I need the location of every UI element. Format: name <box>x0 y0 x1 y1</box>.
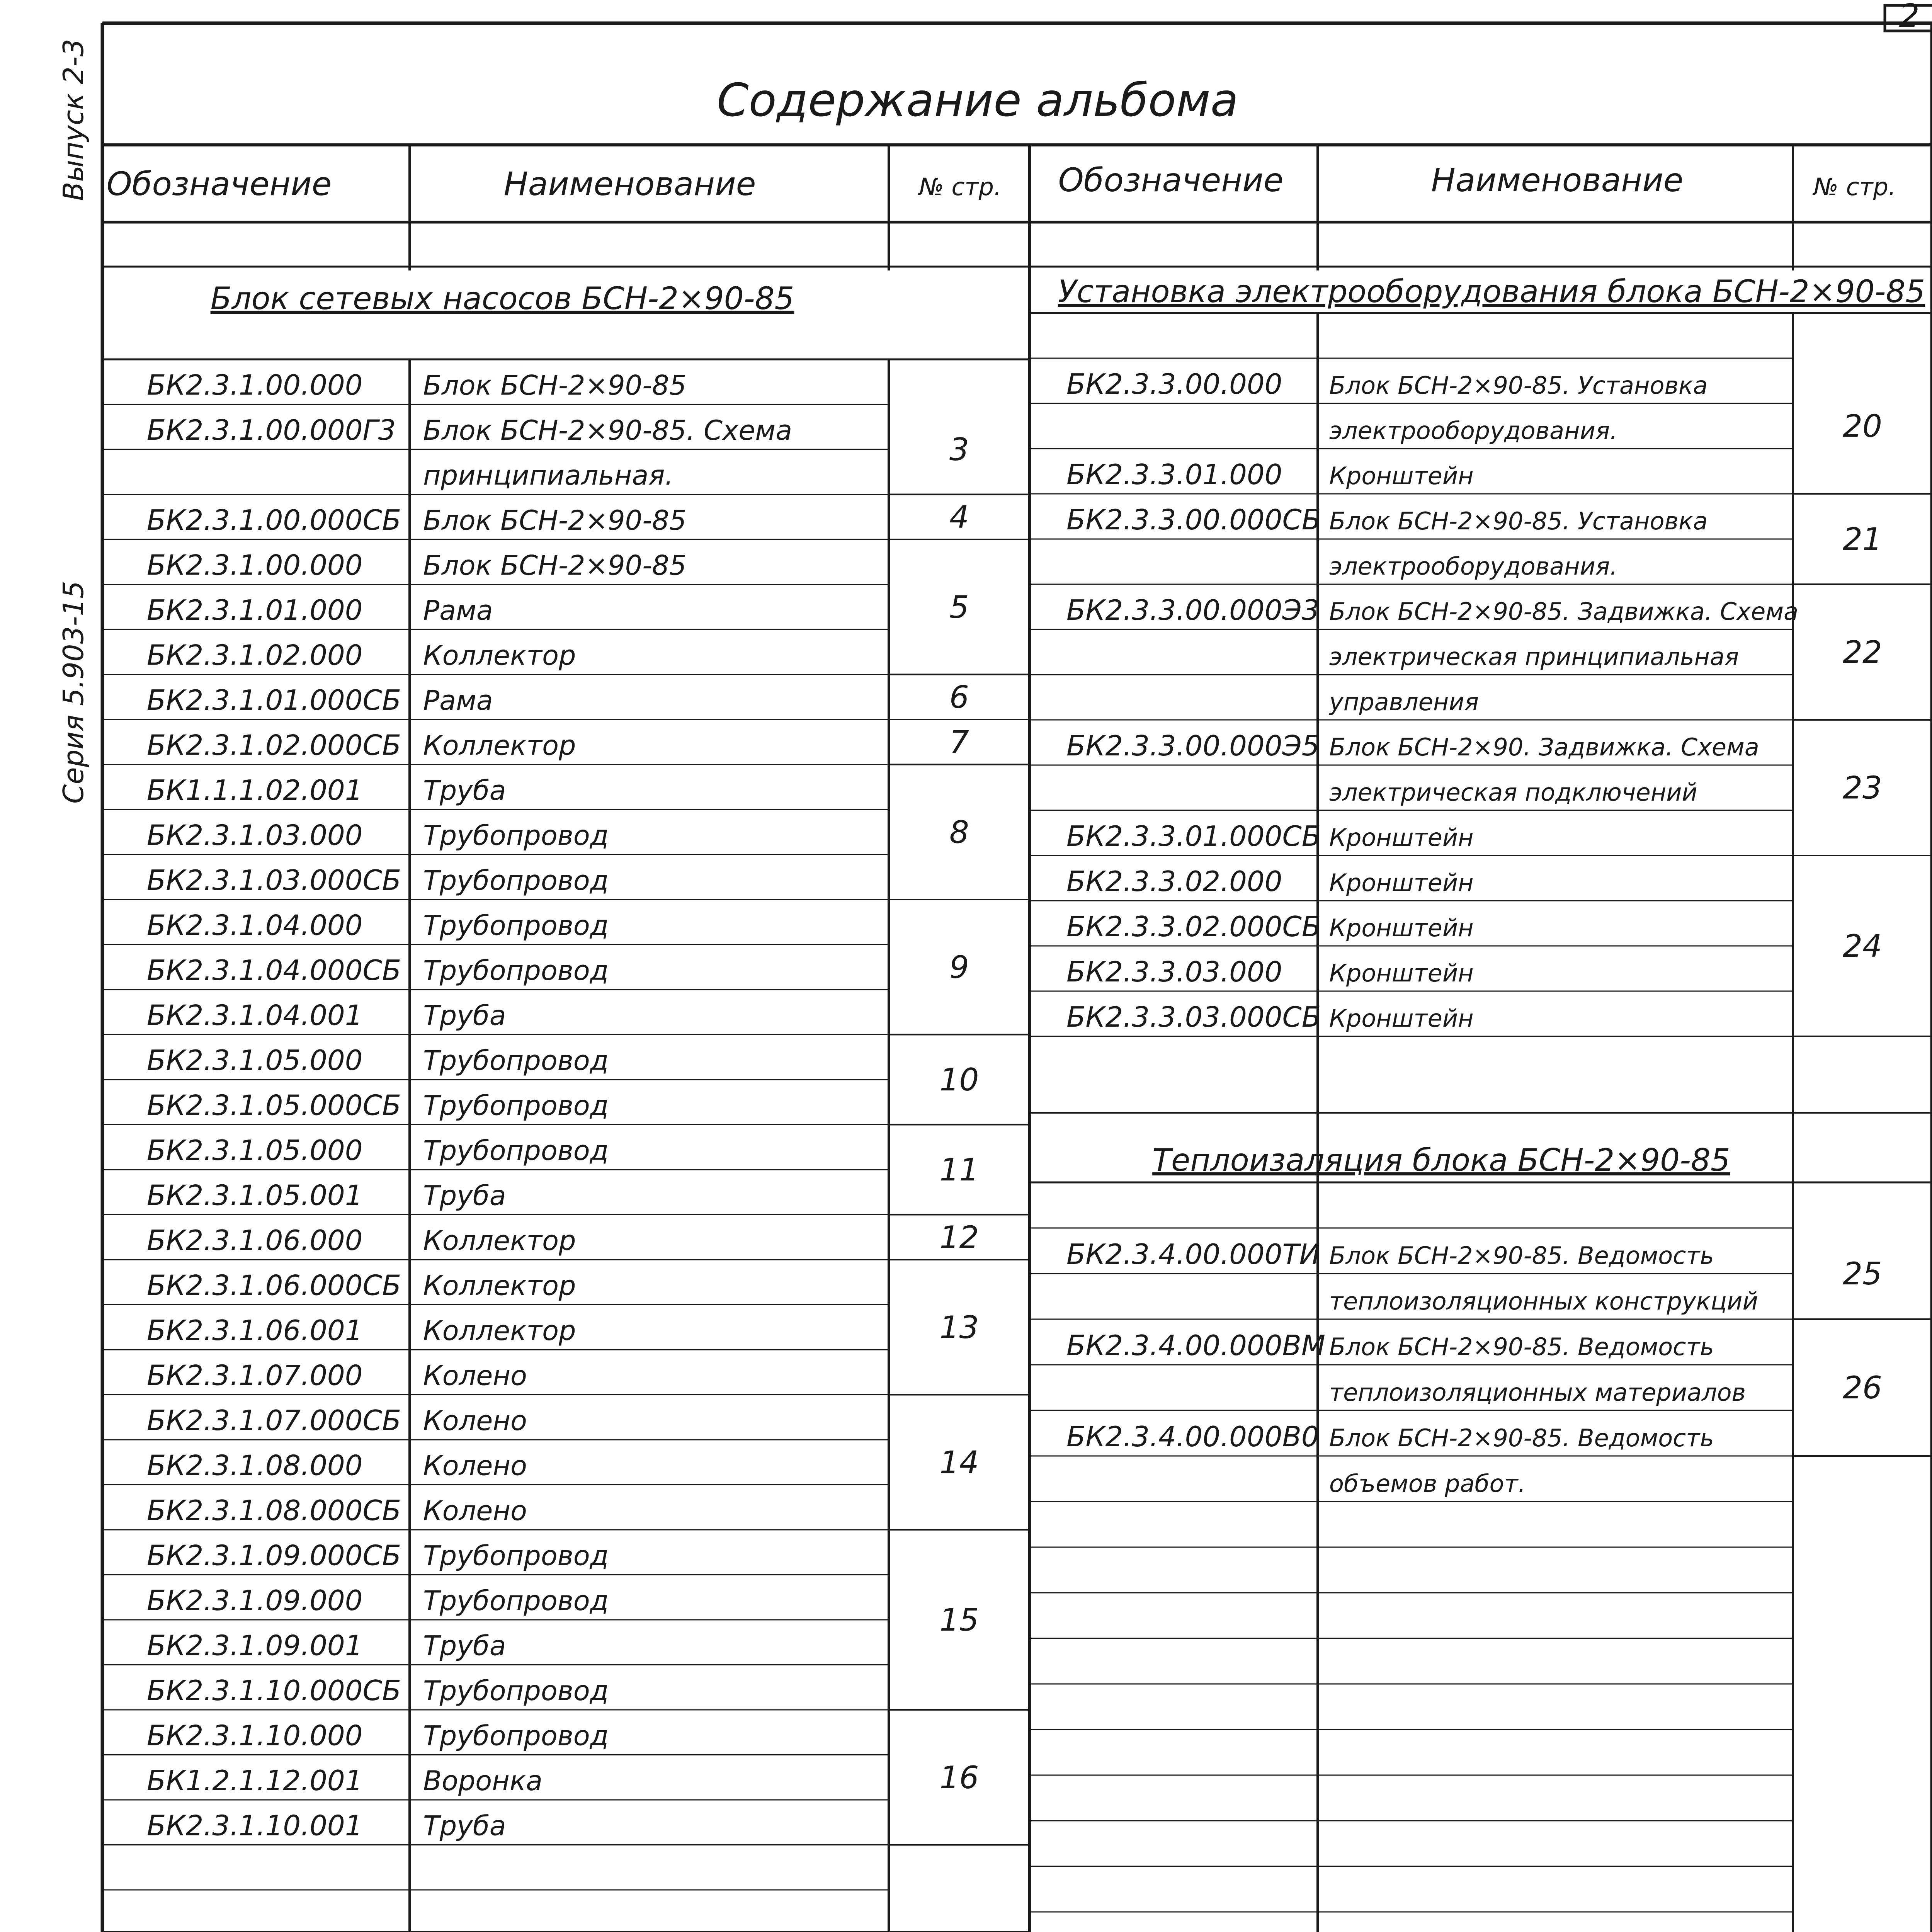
row-designation: БК2.3.1.08.000 <box>147 1449 363 1482</box>
row-name: Трубопровод <box>423 1585 609 1617</box>
row-designation: БК2.3.1.05.000СБ <box>147 1089 401 1122</box>
row-name: Коллектор <box>423 730 576 762</box>
row-designation: БК2.3.3.00.000Э3 <box>1066 594 1320 626</box>
page-number: 9 <box>949 949 969 985</box>
row-designation: БК1.1.1.02.001 <box>147 774 363 806</box>
row-designation: БК2.3.1.00.000 <box>147 369 363 401</box>
row-name: электрооборудования. <box>1329 417 1617 445</box>
row-designation: БК2.3.4.00.000В0 <box>1066 1420 1319 1453</box>
row-name: принципиальная. <box>423 459 673 492</box>
row-designation: БК1.2.1.12.001 <box>147 1764 363 1797</box>
row-designation: БК2.3.3.00.000СБ <box>1066 503 1321 536</box>
row-name: Трубопровод <box>423 1540 609 1572</box>
header-name-left: Наименование <box>503 165 756 203</box>
row-designation: БК2.3.1.00.000СБ <box>147 504 401 536</box>
row-designation: БК2.3.1.10.000 <box>147 1719 363 1752</box>
row-designation: БК2.3.1.06.000 <box>147 1224 363 1257</box>
page-number: 24 <box>1843 928 1882 964</box>
row-name: Блок БСН-2×90-85. Ведомость <box>1329 1242 1714 1270</box>
row-designation: БК2.3.3.00.000 <box>1066 368 1282 400</box>
row-name: Трубопровод <box>423 820 609 852</box>
row-designation: БК2.3.1.09.000СБ <box>147 1539 401 1572</box>
row-name: Блок БСН-2×90-85. Установка <box>1329 371 1708 400</box>
album-contents-title: Содержание альбома <box>717 73 1238 127</box>
row-name: Блок БСН-2×90-85. Установка <box>1329 507 1708 535</box>
header-page-right: № стр. <box>1813 173 1896 201</box>
row-name: Кронштейн <box>1329 959 1474 987</box>
page-number: 26 <box>1843 1370 1882 1406</box>
row-designation: БК2.3.1.04.000 <box>147 909 363 942</box>
row-designation: БК2.3.1.01.000 <box>147 594 363 626</box>
row-designation: БК2.3.3.02.000 <box>1066 865 1282 898</box>
row-name: Труба <box>423 1810 506 1842</box>
row-name: Колено <box>423 1450 527 1482</box>
row-name: теплоизоляционных материалов <box>1329 1378 1746 1406</box>
row-designation: БК2.3.1.04.001 <box>147 999 363 1032</box>
page-number: 21 <box>1843 521 1882 557</box>
row-designation: БК2.3.1.00.000Г3 <box>147 414 396 446</box>
row-name: Кронштейн <box>1329 1004 1474 1032</box>
row-name: Коллектор <box>423 639 576 672</box>
row-name: Блок БСН-2×90-85 <box>423 369 687 401</box>
row-name: Блок БСН-2×90-85 <box>423 505 687 536</box>
row-designation: БК2.3.1.10.000СБ <box>147 1674 401 1707</box>
row-name: Блок БСН-2×90. Задвижка. Схема <box>1329 733 1759 761</box>
row-designation: БК2.3.1.05.000 <box>147 1044 363 1077</box>
page-number: 4 <box>949 499 969 535</box>
row-designation: БК2.3.1.02.000 <box>147 639 363 672</box>
header-name-right: Наименование <box>1431 161 1684 199</box>
row-designation: БК2.3.1.03.000СБ <box>147 864 401 896</box>
page-number: 13 <box>939 1309 979 1345</box>
section-right-1: Установка электрооборудования блока БСН-2×90-85 <box>1058 274 1925 310</box>
page-number: 14 <box>939 1444 979 1481</box>
series-label: Серия 5.903-15 <box>57 581 90 804</box>
row-name: электрооборудования. <box>1329 552 1617 580</box>
row-name: теплоизоляционных конструкций <box>1329 1287 1758 1315</box>
row-designation: БК2.3.1.08.000СБ <box>147 1494 401 1527</box>
row-name: Кронштейн <box>1329 823 1474 852</box>
row-name: Кронштейн <box>1329 914 1474 942</box>
row-name: Коллектор <box>423 1270 576 1302</box>
page-number: 10 <box>939 1062 979 1098</box>
row-designation: БК2.3.1.06.000СБ <box>147 1269 401 1302</box>
page-number: 7 <box>949 724 969 760</box>
page-number: 20 <box>1843 408 1882 444</box>
row-name: Коллектор <box>423 1315 576 1347</box>
row-name: Рама <box>423 595 493 626</box>
row-name: Блок БСН-2×90-85 <box>423 549 687 582</box>
page-number: 16 <box>939 1759 979 1796</box>
row-name: Трубопровод <box>423 1720 609 1752</box>
row-designation: БК2.3.1.05.001 <box>147 1179 363 1212</box>
header-page-left: № стр. <box>919 173 1002 201</box>
row-name: Блок БСН-2×90-85. Задвижка. Схема <box>1329 597 1799 626</box>
row-name: Колено <box>423 1360 527 1392</box>
row-name: Блок БСН-2×90-85. Схема <box>423 415 793 446</box>
page-number: 3 <box>949 432 969 468</box>
header-designation-right: Обозначение <box>1058 161 1284 199</box>
row-designation: БК2.3.1.04.000СБ <box>147 954 401 986</box>
row-designation: БК2.3.3.01.000СБ <box>1066 820 1321 852</box>
page-number: 22 <box>1843 634 1882 670</box>
row-designation: БК2.3.1.07.000СБ <box>147 1404 401 1437</box>
row-name: Трубопровод <box>423 910 609 942</box>
section-left-1: Блок сетевых насосов БСН-2×90-85 <box>210 281 794 316</box>
row-name: Труба <box>423 775 506 806</box>
row-designation: БК2.3.1.01.000СБ <box>147 684 401 716</box>
row-designation: БК2.3.4.00.000ТИ <box>1066 1238 1320 1270</box>
row-designation: БК2.3.1.09.000 <box>147 1584 363 1617</box>
row-name: Блок БСН-2×90-85. Ведомость <box>1329 1333 1714 1361</box>
row-name: Рама <box>423 685 493 716</box>
row-name: Трубопровод <box>423 865 609 896</box>
row-designation: БК2.3.1.09.001 <box>147 1629 363 1662</box>
row-name: Трубопровод <box>423 955 609 986</box>
row-designation: БК2.3.1.06.001 <box>147 1314 363 1347</box>
row-designation: БК2.3.1.10.001 <box>147 1809 363 1842</box>
row-designation: БК2.3.1.07.000 <box>147 1359 363 1392</box>
row-name: Трубопровод <box>423 1135 609 1167</box>
row-name: Колено <box>423 1495 527 1527</box>
row-name: электрическая принципиальная <box>1329 643 1739 671</box>
row-name: электрическая подключений <box>1329 778 1697 806</box>
row-designation: БК2.3.1.02.000СБ <box>147 729 401 762</box>
row-designation: БК2.3.3.01.000 <box>1066 458 1282 491</box>
page-number: 25 <box>1843 1256 1882 1292</box>
row-name: Труба <box>423 1000 506 1032</box>
section-right-2: Теплоизаляция блока БСН-2×90-85 <box>1152 1142 1730 1178</box>
row-designation: БК2.3.1.03.000 <box>147 819 363 852</box>
row-name: Коллектор <box>423 1225 576 1257</box>
page-number: 6 <box>949 679 969 715</box>
row-name: Кронштейн <box>1329 869 1474 897</box>
page-number: 23 <box>1843 770 1882 806</box>
row-designation: БК2.3.3.03.000СБ <box>1066 1001 1321 1033</box>
row-name: объемов работ. <box>1329 1469 1526 1498</box>
row-designation: БК2.3.4.00.000ВМ <box>1066 1329 1326 1362</box>
page-number: 15 <box>939 1602 979 1638</box>
row-name: Воронка <box>423 1765 543 1797</box>
row-name: Трубопровод <box>423 1675 609 1707</box>
header-designation-left: Обозначение <box>106 165 332 203</box>
row-name: Труба <box>423 1180 506 1212</box>
row-name: Блок БСН-2×90-85. Ведомость <box>1329 1424 1714 1452</box>
page-number: 11 <box>939 1152 979 1188</box>
issue-label: Выпуск 2-3 <box>57 39 90 201</box>
page-number: 12 <box>939 1219 979 1255</box>
page-number: 8 <box>949 814 969 850</box>
row-name: Кронштейн <box>1329 462 1474 490</box>
row-name: управления <box>1329 688 1479 716</box>
row-designation: БК2.3.1.05.000 <box>147 1134 363 1167</box>
row-designation: БК2.3.3.02.000СБ <box>1066 910 1321 943</box>
row-designation: БК2.3.3.00.000Э5 <box>1066 730 1320 762</box>
page-number: 5 <box>949 589 969 625</box>
row-name: Трубопровод <box>423 1090 609 1122</box>
row-name: Трубопровод <box>423 1045 609 1077</box>
row-designation: БК2.3.3.03.000 <box>1066 956 1282 988</box>
row-designation: БК2.3.1.00.000 <box>147 549 363 582</box>
row-name: Труба <box>423 1630 506 1662</box>
sheet-number: 2 <box>1899 0 1920 35</box>
row-name: Колено <box>423 1405 527 1437</box>
